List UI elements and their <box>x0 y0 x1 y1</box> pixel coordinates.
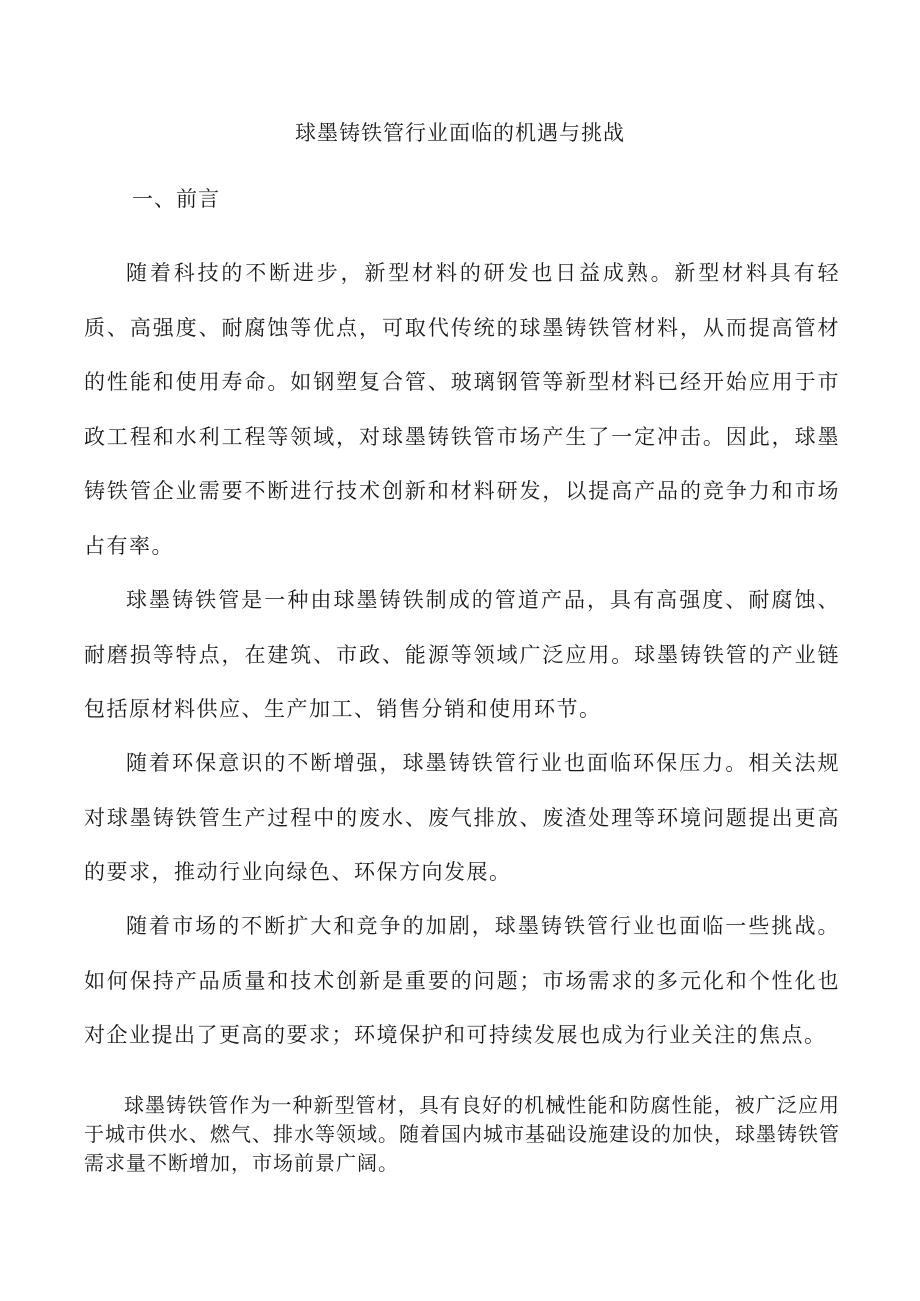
paragraph-environmental-pressure: 随着环保意识的不断增强，球墨铸铁管行业也面临环保压力。相关法规对球墨铸铁管生产过程中的废水、废气排放、废渣处理等环境问题提出更高的要求，推动行业向绿色、环保方向发展。 <box>84 751 840 884</box>
section-heading: 一、前言 <box>132 187 220 211</box>
paragraph-new-materials: 随着科技的不断进步，新型材料的研发也日益成熟。新型材料具有轻质、高强度、耐腐蚀等优点，可取代传统的球墨铸铁管材料，从而提高管材的性能和使用寿命。如钢塑复合管、玻璃钢管等新型材料已经开始应用于市政工程和水利工程等领域，对球墨铸铁管市场产生了一定冲击。因此，球墨铸铁管企业需要不断进行技术创新和材料研发，以提高产品的竞争力和市场占有率。 <box>84 261 840 558</box>
paragraph-market-outlook: 球墨铸铁管作为一种新型管材，具有良好的机械性能和防腐性能，被广泛应用于城市供水、燃气、排水等领域。随着国内城市基础设施建设的加快，球墨铸铁管需求量不断增加，市场前景广阔。 <box>84 1093 840 1175</box>
paragraph-product-overview: 球墨铸铁管是一种由球墨铸铁制成的管道产品，具有高强度、耐腐蚀、耐磨损等特点，在建筑、市政、能源等领域广泛应用。球墨铸铁管的产业链包括原材料供应、生产加工、销售分销和使用环节。 <box>84 588 840 721</box>
paragraph-market-challenges: 随着市场的不断扩大和竞争的加剧，球墨铸铁管行业也面临一些挑战。如何保持产品质量和技术创新是重要的问题；市场需求的多元化和个性化也对企业提出了更高的要求；环境保护和可持续发展也成为行业关注的焦点。 <box>84 914 840 1047</box>
document-title: 球墨铸铁管行业面临的机遇与挑战 <box>295 121 625 145</box>
